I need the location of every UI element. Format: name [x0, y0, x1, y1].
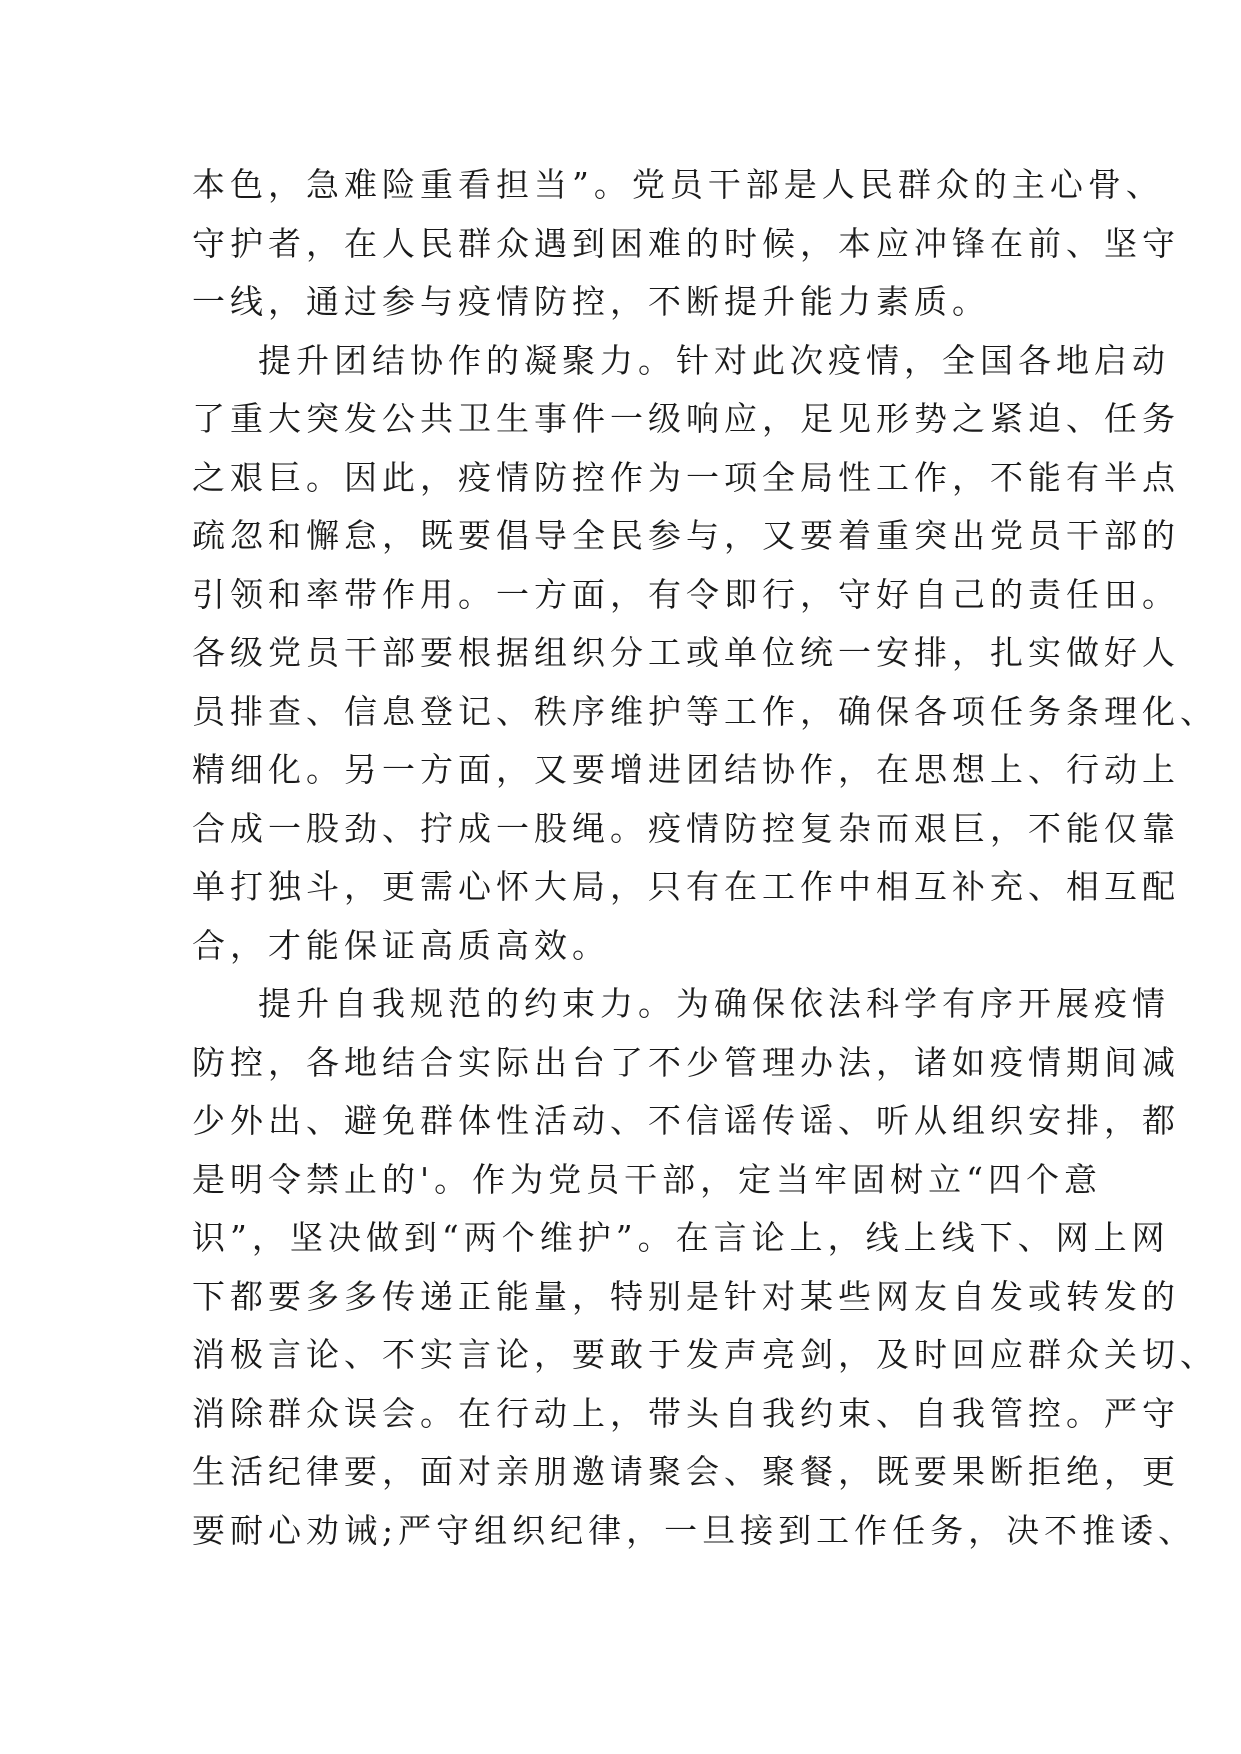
text-line: 生活纪律要，面对亲朋邀请聚会、聚餐，既要果断拒绝，更 — [192, 1452, 1180, 1491]
text-line: 少外出、避免群体性活动、不信谣传谣、听从组织安排，都 — [192, 1101, 1180, 1140]
text-line: 防控，各地结合实际出台了不少管理办法，诸如疫情期间减 — [192, 1042, 1180, 1082]
paragraph-heading-line: 提升团结协作的凝聚力。针对此次疫情，全国各地启动 — [258, 340, 1170, 380]
text-line: 各级党员干部要根据组织分工或单位统一安排，扎实做好人 — [192, 633, 1180, 672]
text-line: 消极言论、不实言论，要敢于发声亮剑，及时回应群众关切、 — [192, 1335, 1218, 1374]
text-line: 引领和率带作用。一方面，有令即行，守好自己的责任田。 — [192, 574, 1180, 614]
paragraph-heading-line: 提升自我规范的约束力。为确保依法科学有序开展疫情 — [258, 984, 1170, 1023]
text-line: 要耐心劝诫;严守组织纪律，一旦接到工作任务，决不推诿、 — [192, 1510, 1197, 1550]
document-body — [192, 156, 1218, 1560]
text-line: 下都要多多传递正能量，特别是针对某些网友自发或转发的 — [192, 1276, 1180, 1316]
text-line: 疏忽和懈怠，既要倡导全民参与，又要着重突出党员干部的 — [192, 516, 1180, 555]
text-line: 了重大突发公共卫生事件一级响应，足见形势之紧迫、任务 — [192, 399, 1180, 438]
text-line: 合，才能保证高质高效。 — [192, 925, 610, 965]
text-line: 员排查、信息登记、秩序维护等工作，确保各项任务条理化、 — [192, 691, 1218, 731]
text-line: 一线，通过参与疫情防控，不断提升能力素质。 — [192, 282, 990, 321]
text-line: 合成一股劲、拧成一股绳。疫情防控复杂而艰巨，不能仅靠 — [192, 808, 1180, 848]
text-line: 守护者，在人民群众遇到困难的时候，本应冲锋在前、坚守 — [192, 223, 1180, 263]
text-line: 本色，急难险重看担当”。党员干部是人民群众的主心骨、 — [192, 165, 1164, 204]
text-line: 之艰巨。因此，疫情防控作为一项全局性工作，不能有半点 — [192, 457, 1180, 497]
text-line: 是明令禁止的'。作为党员干部，定当牢固树立“四个意 — [192, 1159, 1102, 1199]
text-line: 消除群众误会。在行动上，带头自我约束、自我管控。严守 — [192, 1393, 1180, 1433]
text-line: 单打独斗，更需心怀大局，只有在工作中相互补充、相互配 — [192, 867, 1180, 906]
text-line: 识”，坚决做到“两个维护”。在言论上，线上线下、网上网 — [192, 1218, 1170, 1257]
text-line: 精细化。另一方面，又要增进团结协作，在思想上、行动上 — [192, 750, 1180, 789]
